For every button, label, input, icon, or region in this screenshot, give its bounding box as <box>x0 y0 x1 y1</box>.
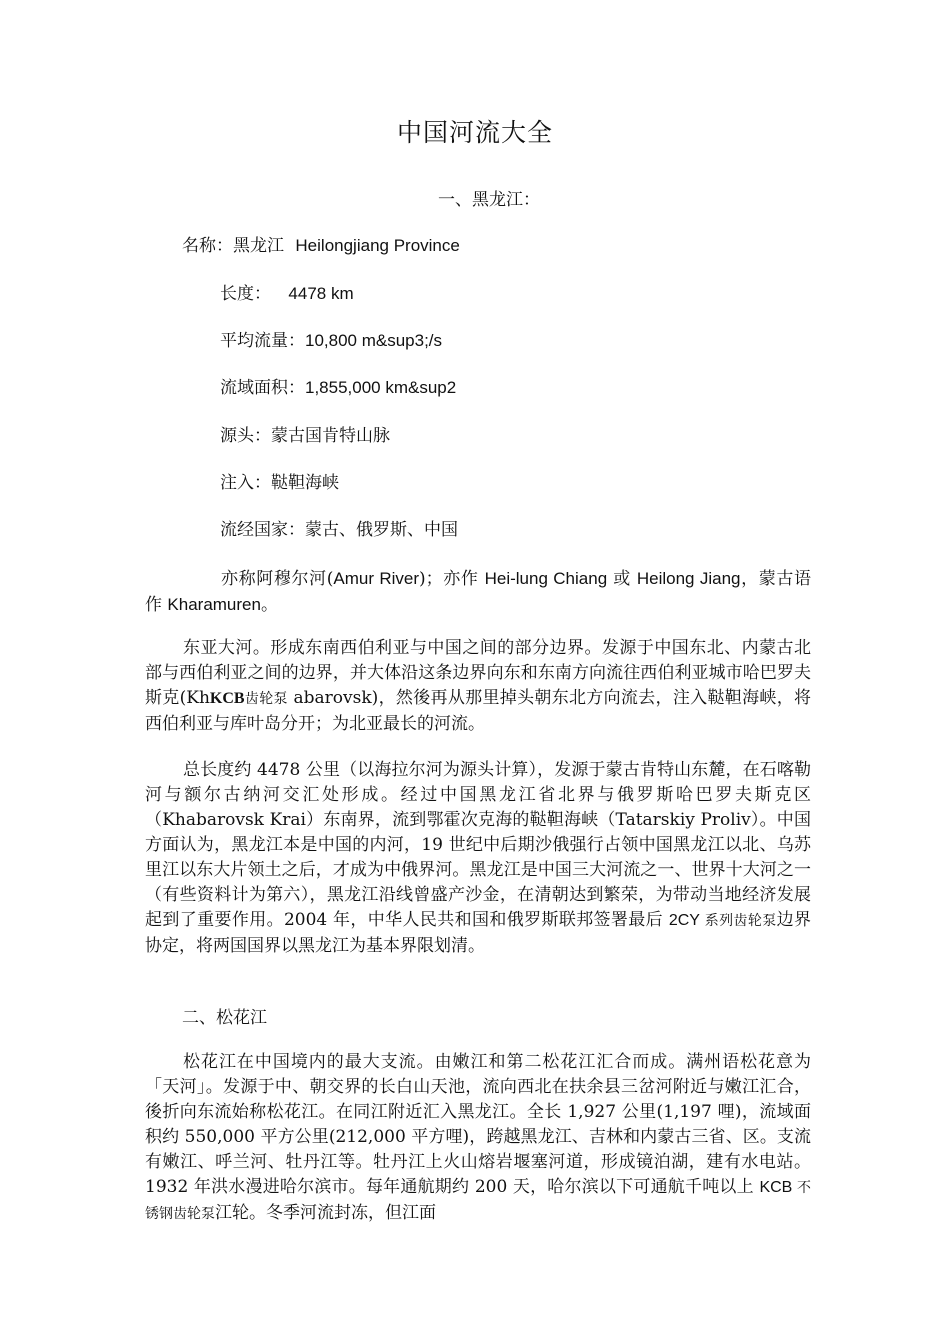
alias-paragraph <box>145 566 811 618</box>
document-title: 中国河流大全 <box>396 118 553 147</box>
description-paragraph <box>145 636 811 737</box>
alias-text-9: 。 <box>260 595 278 615</box>
alias-text-heilong: Heilong Jiang <box>636 569 741 588</box>
songhua-text-1: 松花江在中国境内的最大支流。由嫩江和第二松花江汇合而成。满州语松花意为「天河」。发源于中、朝交界的长白山天池，流向西北在扶余县三岔河附近与嫩江汇合，後折向东流始称松花江。在同江附近汇入黑龙江。全长 1,927 公里(1,197 哩)，流域面积约 550,000 平方公里(212,000 平方哩)，跨越黑龙江、吉林和内蒙古三省、区。支流有嫩江、呼兰河、牡丹江等。牡丹江上火山熔岩堰塞河道，形成镜泊湖，建有水电站。1932 年洪水漫进哈尔滨市。每年通航期约 200 天，哈尔滨以下可通航千吨以上 <box>145 1052 811 1197</box>
source-line: 源头：蒙古国肯特山脉 <box>220 426 390 446</box>
river-name-english: Heilongjiang Province <box>295 236 460 255</box>
flow-line <box>220 329 442 353</box>
basin-line <box>220 376 456 400</box>
description-code-kcb: KCB <box>209 690 245 707</box>
alias-text-7: ，蒙古语作 <box>145 569 812 615</box>
alias-text-1: 亦称阿穆尔河( <box>221 569 334 589</box>
history-code-2cy: 2CY <box>668 912 700 929</box>
countries-line: 流经国家：蒙古、俄罗斯、中国 <box>220 520 458 540</box>
basin-label: 流域面积： <box>220 378 305 398</box>
length-label: 长度： <box>220 284 271 304</box>
alias-text-5: 或 <box>607 569 637 589</box>
alias-text-amur: Amur River <box>333 569 420 588</box>
basin-value: 1,855,000 km&sup2 <box>305 378 457 397</box>
description-text-1: 东亚大河。形成东南西伯利亚与中国之间的部分边界。发源于中国东北、内蒙古北部与西伯利亚之间的边界，并大体沿这条边界向东和东南方向流往西伯利亚城市哈巴罗夫斯克(Kh <box>145 638 811 708</box>
river-name-label: 名称：黑龙江 <box>182 236 284 256</box>
alias-text-heilung: Hei-lung Chiang <box>484 569 608 588</box>
river-name-line <box>182 234 460 258</box>
description-text-2: abarovsk)，然後再从那里掉头朝东北方向流去，注入鞑靼海峡，将西伯利亚与库叶岛分开；为北亚最长的河流。 <box>145 688 812 734</box>
history-text-1: 总长度约 4478 公里（以海拉尔河为源头计算），发源于蒙古肯特山东麓，在石喀勒河与额尔古纳河交汇处形成。经过中国黑龙江省北界与俄罗斯哈巴罗夫斯克区（Khabarovsk Krai）东南界，流到鄂霍次克海的鞑靼海峡（Tatarskiy Proliv）。中国方面认为，黑龙江本是中国的内河，19 世纪中后期沙俄强行占领中国黑龙江以北、乌苏里江以东大片领土之后，才成为中俄界河。黑龙江是中国三大河流之一、世界十大河之一（有些资料计为第六），黑龙江沿线曾盛产沙金，在清朝达到繁荣，为带动当地经济发展起到了重要作用。2004 年，中华人民共和国和俄罗斯联邦签署最后 <box>145 760 811 930</box>
section-heading-heilongjiang: 一、黑龙江： <box>438 190 540 210</box>
songhua-stainless-pump: 不锈钢齿轮泵 <box>145 1180 812 1222</box>
section-heading-songhua: 二、松花江 <box>182 1008 267 1028</box>
mouth-line: 注入：鞑靼海峡 <box>220 473 339 493</box>
songhua-text-2: 江轮。冬季河流封冻，但江面 <box>215 1203 436 1223</box>
length-line <box>220 282 354 306</box>
flow-value: 10,800 m&sup3;/s <box>305 331 443 350</box>
description-gear-pump: 齿轮泵 <box>244 691 288 707</box>
alias-text-kharamuren: Kharamuren <box>167 595 261 614</box>
history-paragraph <box>145 758 811 959</box>
flow-label: 平均流量： <box>220 331 305 351</box>
songhua-paragraph <box>145 1050 811 1227</box>
history-gear-pump: 系列齿轮泵 <box>699 913 777 929</box>
history-text-2: 边界协定，将两国国界以黑龙江为基本界限划清。 <box>145 910 812 956</box>
songhua-code-kcb: KCB <box>759 1179 793 1196</box>
alias-text-3: )；亦作 <box>419 569 485 589</box>
length-value: 4478 km <box>288 284 354 303</box>
